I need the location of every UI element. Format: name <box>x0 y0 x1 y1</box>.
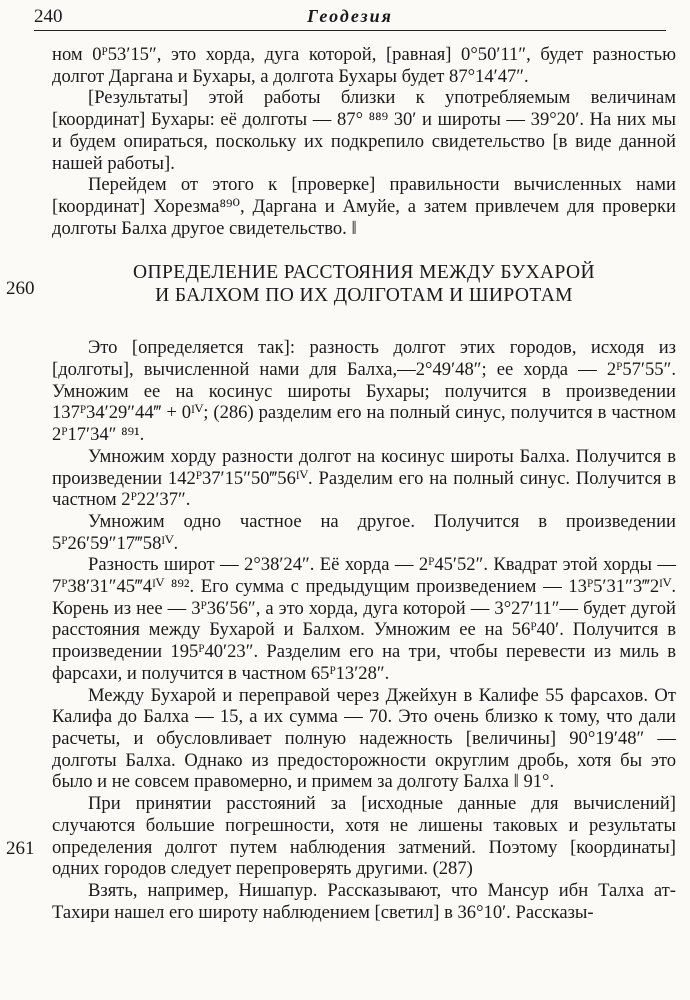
paragraph: Умножим хорду разности долгот на косинус широты Балха. Получится в произведении 142ᴾ37′15″50‴56ᴵⱽ. Разделим его на полный синус. Получится в частном 2ᴾ22′37″. <box>52 445 676 511</box>
page-number: 240 <box>34 6 63 27</box>
paragraph: ном 0ᴾ53′15″, это хорда, дуга которой, [равная] 0°50′11″, будет разностью долгот Даргана и Бухары, а долгота Бухары будет 87°14′47″. <box>52 44 676 87</box>
paragraph: Это [определяется так]: разность долгот этих городов, исходя из [долготы], вычисленной нами для Балха,—2°49′48″; ее хорда — 2ᴾ57′55″. Умножим ее на косинус широты Бухары; получится в произведении 137ᴾ34′29″44‴ + 0ᴵⱽ; (286) разделим его на полный синус, получится в частном 2ᴾ17′34″ ⁸⁹¹. <box>52 337 676 446</box>
margin-number: 261 <box>6 838 35 859</box>
section-heading-line: ОПРЕДЕЛЕНИЕ РАССТОЯНИЯ МЕЖДУ БУХАРОЙ <box>133 262 595 284</box>
paragraph: Умножим одно частное на другое. Получится в произведении 5ᴾ26′59″17‴58ᴵⱽ. <box>52 510 676 554</box>
paragraph: Разность широт — 2°38′24″. Её хорда — 2ᴾ45′52″. Квадрат этой хорды — 7ᴾ38′31″45‴4ᴵⱽ ⁸⁹². Его сумма с предыдущим произведением — 13ᴾ5′31″3‴2ᴵⱽ. Корень из нее — 3ᴾ36′56″, а это хорда, дуга которой — 3°27′11″— будет дугой расстояния между Бухарой и Балхом. Умножим ее на 56ᴾ40′. Получится в произведении 195ᴾ40′23″. Разделим его на три, чтобы перевести из миль в фарсахи, и получится в частном 65ᴾ13′28″. <box>52 554 676 684</box>
section-heading-line: И БАЛХОМ ПО ИХ ДОЛГОТАМ И ШИРОТАМ <box>155 285 573 307</box>
paragraph: [Результаты] этой работы близки к употребляемым величинам [координат] Бухары: её долготы — 87° ⁸⁸⁹ 30′ и широты — 39°20′. На них мы и будем опираться, поскольку их подкрепило свидетельство [в виде данной нашей работы]. <box>52 87 676 174</box>
paragraph: Между Бухарой и переправой через Джейхун в Калифе 55 фарсахов. От Калифа до Балха — 15, а их сумма — 70. Это очень близко к тому, что дали расчеты, и обусловливает полную надежность [величины] 90°19′48″ — долготы Балха. Однако из предосторожности округлим дробь, хотя бы это было и не совсем правомерно, и примем за долготу Балха ‖ 91°. <box>52 684 676 793</box>
body-text <box>52 44 676 923</box>
paragraph: Взять, например, Нишапур. Рассказывают, что Мансур ибн Талха ат-Тахири нашел его широту наблюдением [светил] в 36°10′. Рассказы- <box>52 879 676 923</box>
running-title: Геодезия <box>307 6 393 26</box>
paragraph: Перейдем от этого к [проверке] правильности вычисленных нами [координат] Хорезма⁸⁹⁰, Даргана и Амуйе, а затем привлечем для проверки долготы Балха другое свидетельство. ‖ <box>52 174 676 239</box>
paragraph: При принятии расстояний за [исходные данные для вычислений] случаются большие погрешности, хотя не лишены таковых и результаты определения долгот путем наблюдения затмений. Поэтому [координаты] одних городов следует перепроверять другими. (287) <box>52 793 676 880</box>
margin-number: 260 <box>6 278 35 299</box>
section-heading <box>52 261 676 307</box>
page-header <box>34 4 666 31</box>
